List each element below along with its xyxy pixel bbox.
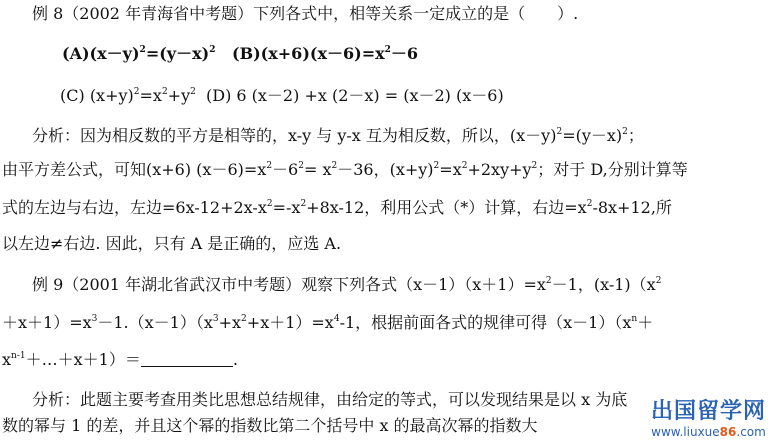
option-b: $(B)(x+6)(x-6)=x^2-6$: [232, 44, 419, 63]
analysis-8-line-2: 由平方差公式，可知(x+6) $(x-6)=x^2-6^2= x^2-36$，$(x+y)^2=x^2+2xy+y^2$；对于 D,分别计算等: [2, 160, 688, 179]
example-8-title: 例 8（2002 年青海省中考题）下列各式中，相等关系一定成立的是（ ）.: [32, 4, 579, 23]
watermark-url: www.liuxue86.com: [651, 425, 766, 439]
analysis-9-line-1: 分析：此题主要考查用类比思想总结规律，由给定的等式，可以发现结果是以 x 为底: [32, 390, 628, 409]
option-d: (D) 6 (x－2) +x (2－x) = (x－2) (x－6): [206, 86, 504, 105]
watermark-logo-text: 出国留学网: [650, 399, 766, 424]
analysis-8-line-3: 式的左边与右边，左边$=6x-12+2x-x^2=-x^2+8x-12$，利用公式（*）计算，右边$=x^2-8x+12$,所: [2, 198, 672, 217]
answer-blank: [141, 352, 233, 367]
site-watermark: [651, 399, 766, 439]
example-9-line-3: $x^{n-1}+\dots+x+1)=$ .: [2, 350, 238, 369]
option-a: $(A)(x-y)^2=(y-x)^2$: [62, 44, 216, 63]
example-9-line-1: 例 9（2001 年湖北省武汉市中考题）观察下列各式$(x-1)(x+1)=x^2-1$，$(x-1)(x^2$: [32, 275, 662, 294]
example-9-line-2: $+x+1)=x^3-1.(x-1)(x^3+x^2+x+1)=x^4-1$，根据前面各式的规律可得$(x-1)(x^n+$: [2, 313, 654, 332]
analysis-8-line-4: 以左边≠右边. 因此，只有 A 是正确的，应选 A.: [2, 234, 342, 253]
option-c: (C) $(x+y)^2=x^2+y^2$: [60, 86, 196, 105]
analysis-9-line-2: 数的幂与 1 的差，并且这个幂的指数比第二个括号中 x 的最高次幂的指数大: [2, 416, 538, 435]
analysis-8-line-1: 分析：因为相反数的平方是相等的，x-y 与 y-x 互为相反数，所以，$(x-y)^2=(y-x)^2$；: [32, 126, 644, 145]
